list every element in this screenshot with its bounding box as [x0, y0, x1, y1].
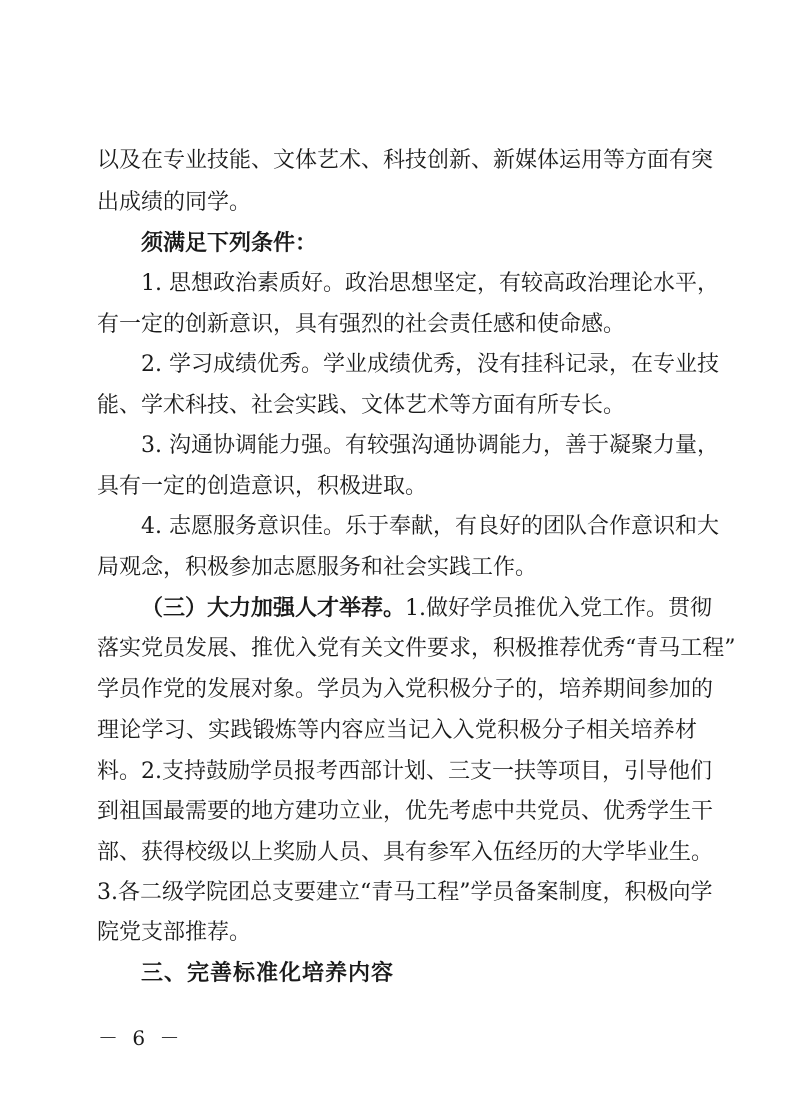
paragraph-line: 出成绩的同学。 — [97, 190, 252, 215]
section-3-heading: （三）大力加强人才举荐。 — [141, 595, 406, 621]
section-heading: 三、完善标准化培养内容 — [141, 961, 395, 986]
condition-3-line: 3. 沟通协调能力强。有较强沟通协调能力，善于凝聚力量， — [141, 433, 719, 458]
paragraph-line: 落实党员发展、推优入党有关文件要求，积极推荐优秀“青马工程” — [97, 636, 736, 661]
condition-2-line: 能、学术科技、社会实践、文体艺术等方面有所专长。 — [97, 393, 626, 418]
paragraph-line: 到祖国最需要的地方建功立业，优先考虑中共党员、优秀学生干 — [97, 799, 714, 824]
paragraph-line: 料。2.支持鼓励学员报考西部计划、三支一扶等项目，引导他们 — [97, 759, 712, 784]
paragraph-line: 3.各二级学院团总支要建立“青马工程”学员备案制度，积极向学 — [97, 880, 713, 905]
section-3-text: 1.做好学员推优入党工作。贯彻 — [405, 596, 713, 621]
condition-2-line: 2. 学习成绩优秀。学业成绩优秀，没有挂科记录，在专业技 — [141, 352, 719, 377]
paragraph-line: 理论学习、实践锻炼等内容应当记入入党积极分子相关培养材 — [97, 718, 697, 743]
paragraph-line: 院党支部推荐。 — [97, 920, 252, 945]
paragraph-line: 部、获得校级以上奖励人员、具有参军入伍经历的大学毕业生。 — [97, 840, 714, 865]
section-3-first-line — [141, 593, 713, 624]
page-number: － 6 － — [98, 1026, 184, 1050]
condition-4-line: 4. 志愿服务意识佳。乐于奉献，有良好的团队合作意识和大 — [141, 514, 719, 539]
condition-3-line: 具有一定的创造意识，积极进取。 — [97, 474, 428, 499]
conditions-heading: 须满足下列条件： — [141, 230, 318, 256]
paragraph-line: 以及在专业技能、文体艺术、科技创新、新媒体运用等方面有突 — [97, 148, 714, 173]
condition-1-line: 有一定的创新意识，具有强烈的社会责任感和使命感。 — [97, 312, 626, 337]
condition-1-line: 1. 思想政治素质好。政治思想坚定，有较高政治理论水平， — [141, 271, 719, 296]
condition-4-line: 局观念，积极参加志愿服务和社会实践工作。 — [97, 555, 538, 580]
paragraph-line: 学员作党的发展对象。学员为入党积极分子的，培养期间参加的 — [97, 677, 714, 702]
